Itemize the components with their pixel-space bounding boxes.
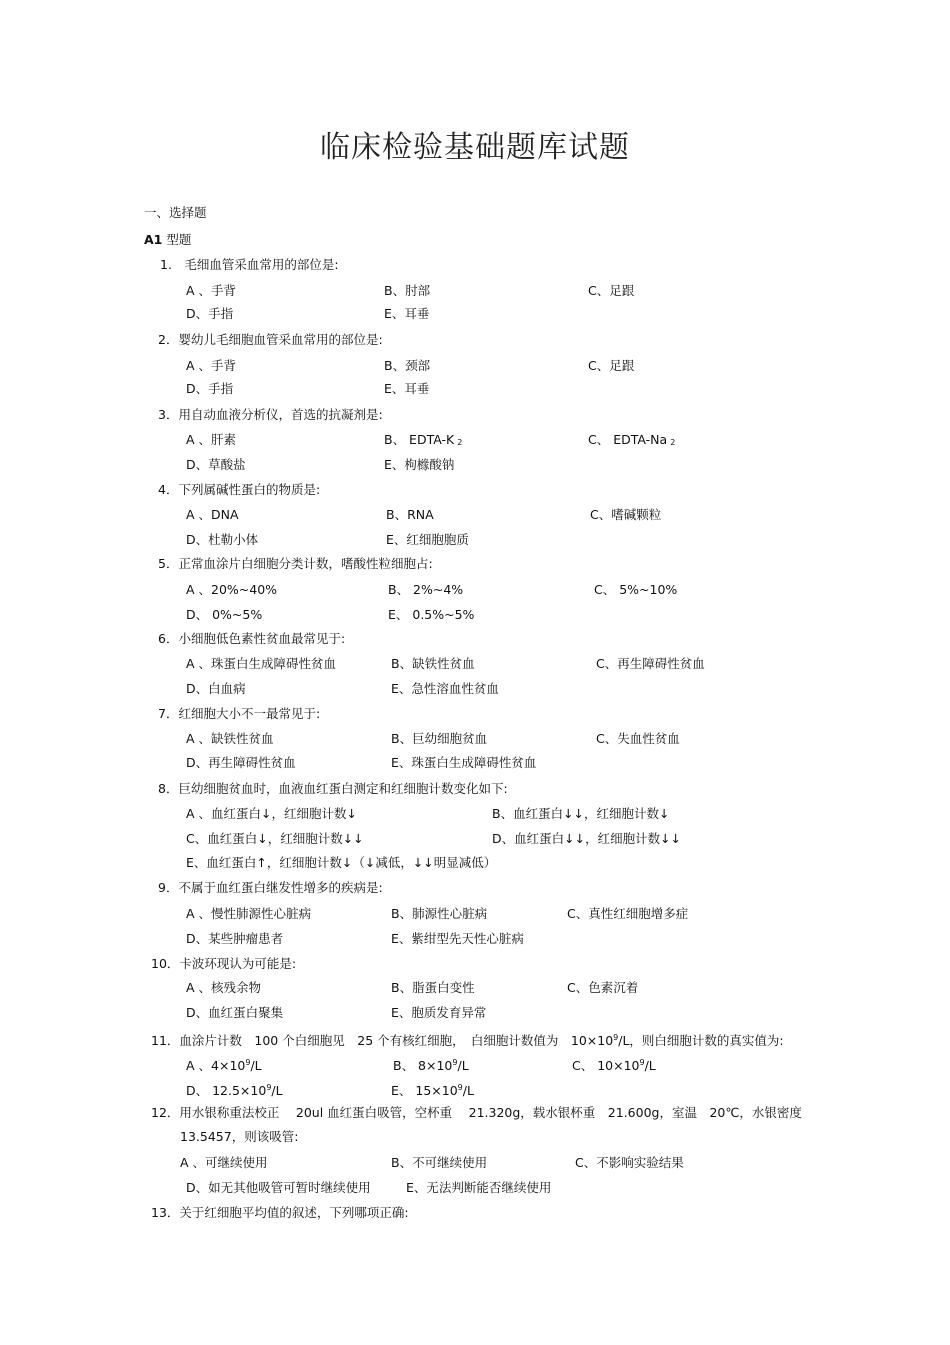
q7-option-a: A 、缺铁性贫血 bbox=[186, 731, 274, 746]
q10-option-d: D、血红蛋白聚集 bbox=[186, 1005, 284, 1020]
q2-option-b: B、颈部 bbox=[384, 358, 431, 373]
q4-option-c: C、嗜碱颗粒 bbox=[590, 507, 662, 522]
question-10: 10．卡波环现认为可能是: bbox=[151, 956, 297, 971]
q11-option-b-text: B、 8×10 bbox=[393, 1058, 453, 1073]
q12-option-c: C、不影响实验结果 bbox=[575, 1155, 684, 1170]
q9-option-a: A 、慢性肺源性心脏病 bbox=[186, 906, 312, 921]
q11-option-e-text: E、 15×10 bbox=[391, 1083, 458, 1098]
q11-option-d-text: D、 12.5×10 bbox=[186, 1083, 267, 1098]
q1-option-e: E、耳垂 bbox=[384, 306, 430, 321]
section-heading: 一、选择题 bbox=[144, 205, 207, 220]
question-12-line-2: 13.5457，则该吸管: bbox=[180, 1129, 299, 1144]
q8-option-c: C、血红蛋白↓，红细胞计数↓↓ bbox=[186, 831, 364, 846]
q12-option-e: E、无法判断能否继续使用 bbox=[406, 1180, 552, 1195]
q6-option-a: A 、珠蛋白生成障碍性贫血 bbox=[186, 656, 337, 671]
q11-option-d-unit: /L bbox=[271, 1083, 283, 1098]
q3-option-a: A 、肝素 bbox=[186, 432, 237, 447]
subsection-label: 型题 bbox=[162, 232, 192, 247]
q1-option-c: C、足跟 bbox=[588, 283, 635, 298]
q1-option-b: B、肘部 bbox=[384, 283, 431, 298]
question-7: 7．红细胞大小不一最常见于: bbox=[158, 706, 321, 721]
q3-option-b-text: B、 EDTA-K bbox=[384, 432, 455, 447]
q7-option-d: D、再生障碍性贫血 bbox=[186, 755, 296, 770]
q12-option-b: B、不可继续使用 bbox=[391, 1155, 488, 1170]
question-13: 13．关于红细胞平均值的叙述，下列哪项正确: bbox=[151, 1205, 409, 1220]
question-11-text-start: 11．血涂片计数 100 个白细胞见 25 个有核红细胞， 白细胞计数值为 10×10 bbox=[151, 1033, 614, 1048]
q8-option-e: E、血红蛋白↑，红细胞计数↓（↓减低，↓↓明显减低） bbox=[186, 855, 497, 870]
q10-option-a: A 、核残余物 bbox=[186, 980, 262, 995]
q11-option-e bbox=[391, 1080, 474, 1099]
question-9: 9．不属于血红蛋白继发性增多的疾病是: bbox=[158, 880, 383, 895]
q6-option-c: C、再生障碍性贫血 bbox=[596, 656, 705, 671]
question-8: 8．巨幼细胞贫血时，血液血红蛋白测定和红细胞计数变化如下: bbox=[158, 781, 508, 796]
q11-option-c-unit: /L bbox=[644, 1058, 656, 1073]
question-3: 3．用自动血液分析仪，首选的抗凝剂是: bbox=[158, 407, 383, 422]
q11-option-a-text: A 、4×10 bbox=[186, 1058, 246, 1073]
q3-option-b-subscript: 2 bbox=[457, 438, 463, 447]
question-5: 5．正常血涂片白细胞分类计数，嗜酸性粒细胞占: bbox=[158, 556, 433, 571]
q4-option-a: A 、DNA bbox=[186, 507, 239, 522]
q2-option-c: C、足跟 bbox=[588, 358, 635, 373]
q7-option-b: B、巨幼细胞贫血 bbox=[391, 731, 488, 746]
q4-option-b: B、RNA bbox=[386, 507, 434, 522]
q11-option-c-exponent: 9 bbox=[639, 1058, 645, 1067]
question-6: 6．小细胞低色素性贫血最常见于: bbox=[158, 631, 346, 646]
q11-option-d-exponent: 9 bbox=[266, 1083, 272, 1092]
q11-option-b-unit: /L bbox=[457, 1058, 469, 1073]
q5-option-d: D、 0%~5% bbox=[186, 607, 263, 622]
q11-option-b bbox=[393, 1055, 469, 1074]
q9-option-c: C、真性红细胞增多症 bbox=[567, 906, 689, 921]
question-12-line-1: 12．用水银称重法校正 20ul 血红蛋白吸管，空杯重 21.320g，载水银杯重 21.600g，室温 20℃，水银密度 bbox=[151, 1105, 802, 1120]
q9-option-d: D、某些肿瘤患者 bbox=[186, 931, 284, 946]
q6-option-e: E、急性溶血性贫血 bbox=[391, 681, 499, 696]
q7-option-e: E、珠蛋白生成障碍性贫血 bbox=[391, 755, 537, 770]
q11-option-d bbox=[186, 1080, 283, 1099]
q10-option-c: C、色素沉着 bbox=[567, 980, 639, 995]
q6-option-d: D、白血病 bbox=[186, 681, 246, 696]
q5-option-e: E、 0.5%~5% bbox=[388, 607, 475, 622]
q9-option-e: E、紫绀型先天性心脏病 bbox=[391, 931, 524, 946]
q11-option-b-exponent: 9 bbox=[452, 1058, 458, 1067]
q5-option-b: B、 2%~4% bbox=[388, 582, 464, 597]
q11-option-a-unit: /L bbox=[250, 1058, 262, 1073]
question-11 bbox=[151, 1030, 784, 1049]
q5-option-a: A 、20%~40% bbox=[186, 582, 278, 597]
q3-option-c-text: C、 EDTA-Na bbox=[588, 432, 668, 447]
question-2: 2．婴幼儿毛细胞血管采血常用的部位是: bbox=[158, 332, 383, 347]
q5-option-c: C、 5%~10% bbox=[594, 582, 678, 597]
q3-option-e: E、枸橼酸钠 bbox=[384, 457, 455, 472]
page-title: 临床检验基础题库试题 bbox=[320, 130, 630, 165]
q11-option-c bbox=[572, 1055, 656, 1074]
q8-option-b: B、血红蛋白↓↓，红细胞计数↓ bbox=[492, 806, 670, 821]
question-11-text-end: /L，则白细胞计数的真实值为: bbox=[618, 1033, 784, 1048]
q4-option-e: E、红细胞胞质 bbox=[386, 532, 469, 547]
q11-option-c-text: C、 10×10 bbox=[572, 1058, 640, 1073]
question-11-exponent: 9 bbox=[613, 1033, 619, 1042]
q11-option-e-exponent: 9 bbox=[457, 1083, 463, 1092]
q2-option-e: E、耳垂 bbox=[384, 381, 430, 396]
q10-option-e: E、胞质发育异常 bbox=[391, 1005, 487, 1020]
q1-option-a: A 、手背 bbox=[186, 283, 237, 298]
question-4: 4．下列属碱性蛋白的物质是: bbox=[158, 482, 321, 497]
q11-option-a bbox=[186, 1055, 262, 1074]
q11-option-e-unit: /L bbox=[462, 1083, 474, 1098]
q2-option-a: A 、手背 bbox=[186, 358, 237, 373]
q8-option-d: D、血红蛋白↓↓，红细胞计数↓↓ bbox=[492, 831, 682, 846]
q11-option-a-exponent: 9 bbox=[245, 1058, 251, 1067]
q7-option-c: C、失血性贫血 bbox=[596, 731, 680, 746]
q3-option-d: D、草酸盐 bbox=[186, 457, 246, 472]
question-1: 1. 毛细血管采血常用的部位是: bbox=[160, 257, 339, 272]
q2-option-d: D、手指 bbox=[186, 381, 234, 396]
q6-option-b: B、缺铁性贫血 bbox=[391, 656, 475, 671]
q10-option-b: B、脂蛋白变性 bbox=[391, 980, 475, 995]
subsection-code: A1 bbox=[144, 232, 163, 247]
subsection-heading bbox=[144, 232, 191, 248]
q12-option-a: A 、可继续使用 bbox=[180, 1155, 268, 1170]
q1-option-d: D、手指 bbox=[186, 306, 234, 321]
q8-option-a: A 、血红蛋白↓，红细胞计数↓ bbox=[186, 806, 357, 821]
q4-option-d: D、杜勒小体 bbox=[186, 532, 259, 547]
q3-option-b bbox=[384, 432, 462, 451]
q12-option-d: D、如无其他吸管可暂时继续使用 bbox=[186, 1180, 371, 1195]
q3-option-c bbox=[588, 432, 675, 451]
q3-option-c-subscript: 2 bbox=[670, 438, 676, 447]
q9-option-b: B、肺源性心脏病 bbox=[391, 906, 488, 921]
